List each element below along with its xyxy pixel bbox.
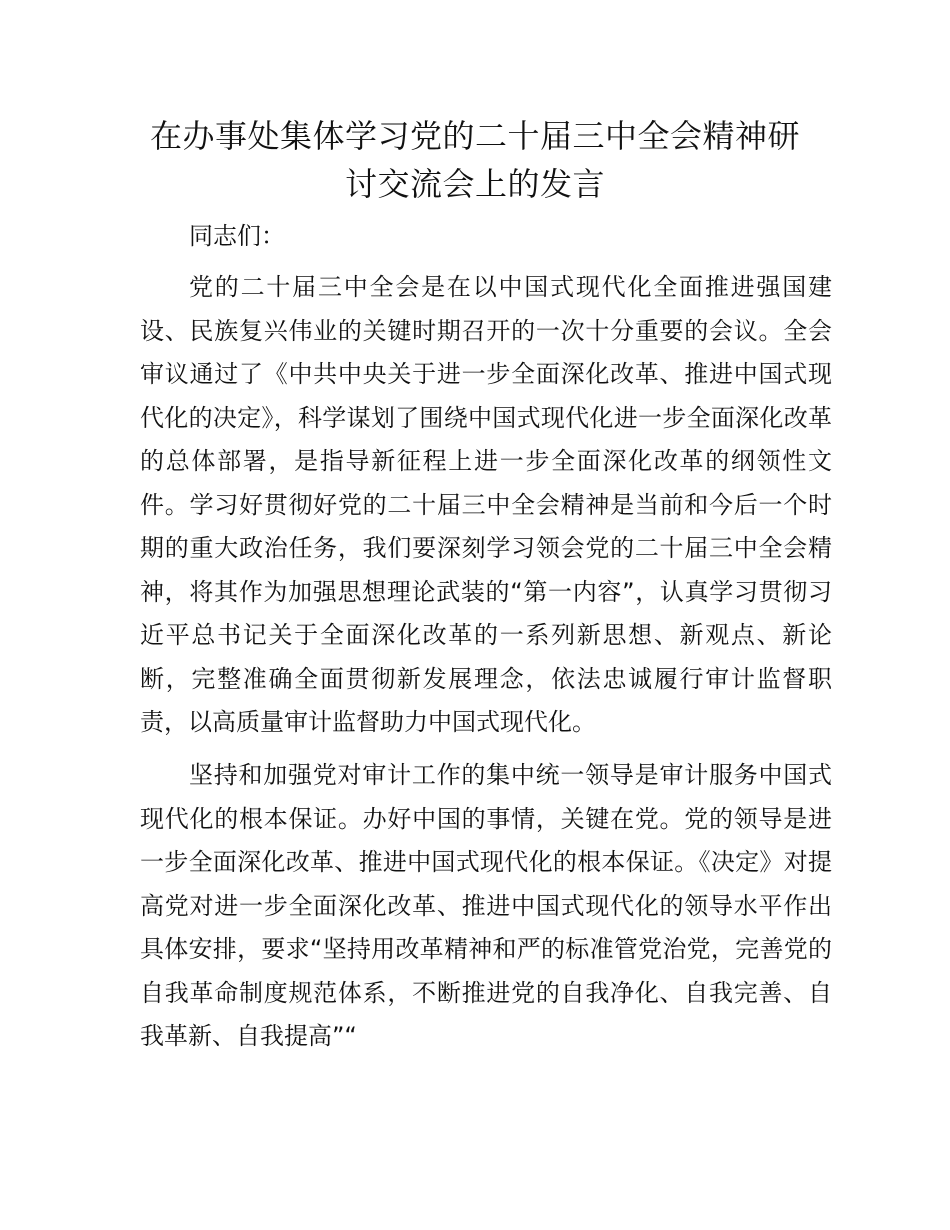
paragraph-1: 党的二十届三中全会是在以中国式现代化全面推进强国建设、民族复兴伟业的关键时期召开的一次十分重要的会议。全会审议通过了《中共中央关于进一步全面深化改革、推进中国式现代化的决定》，科学谋划了围绕中国式现代化进一步全面深化改革的总体部署，是指导新征程上进一步全面深化改革的纲领性文件。学习好贯彻好党的二十届三中全会精神是当前和今后一个时期的重大政治任务，我们要深刻学习领会党的二十届三中全会精神，将其作为加强思想理论武装的“第一内容”，认真学习贯彻习近平总书记关于全面深化改革的一系列新思想、新观点、新论断，完整准确全面贯彻新发展理念，依法忠诚履行审计监督职责，以高质量审计监督助力中国式现代化。 [140, 273, 832, 736]
title-line-2: 讨交流会上的发言 [344, 165, 605, 203]
title-line-1: 在办事处集体学习党的二十届三中全会精神研 [149, 117, 800, 155]
paragraph-2: 坚持和加强党对审计工作的集中统一领导是审计服务中国式现代化的根本保证。办好中国的事情，关键在党。党的领导是进一步全面深化改革、推进中国式现代化的根本保证。《决定》对提高党对进一步全面深化改革、推进中国式现代化的领导水平作出具体安排，要求“坚持用改革精神和严的标准管党治党，完善党的自我革命制度规范体系，不断推进党的自我净化、自我完善、自我革新、自我提高”“ [140, 761, 832, 1050]
document-title [120, 112, 830, 208]
greeting: 同志们： [189, 222, 285, 250]
